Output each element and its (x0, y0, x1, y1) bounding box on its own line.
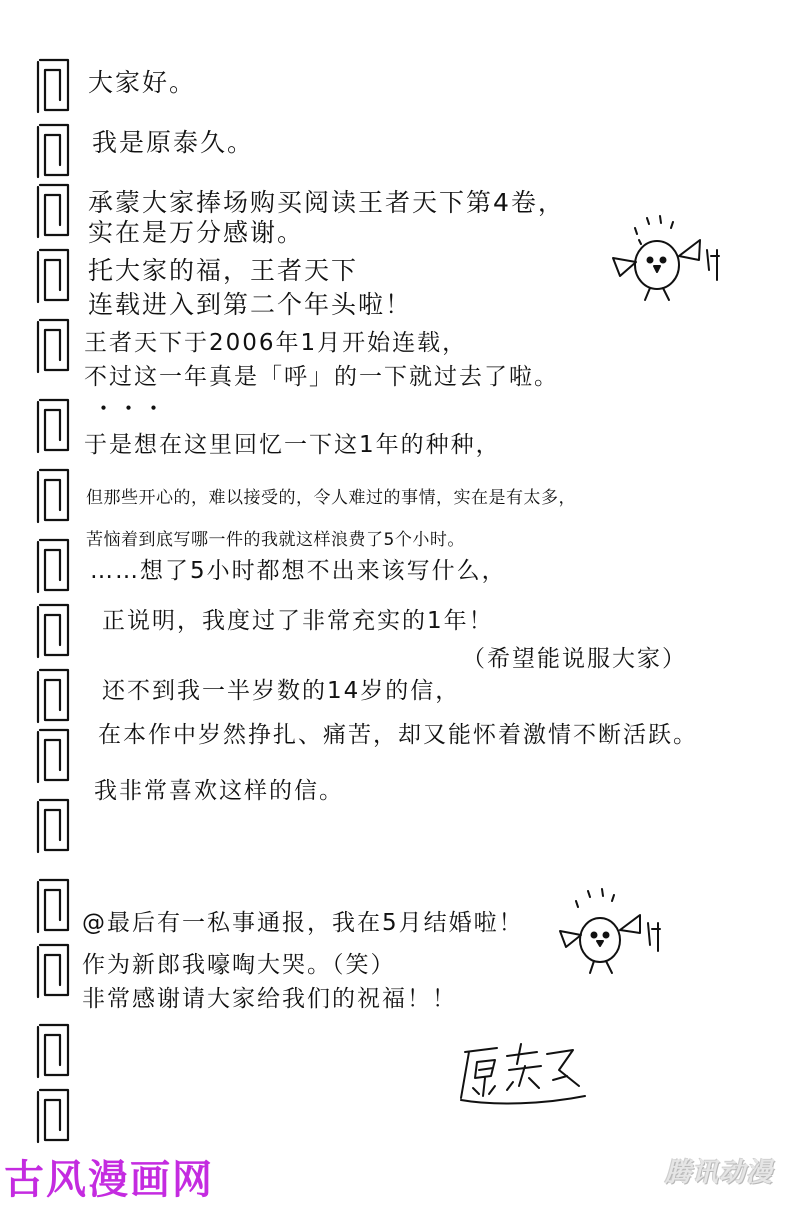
letter-line: 不过这一年真是「呼」的一下就过去了啦。 (84, 364, 559, 390)
margin-mark (38, 945, 68, 997)
letter-line: 作为新郎我嚎啕大哭。（笑） (82, 952, 396, 978)
letter-line: 我是原泰久。 (92, 128, 255, 157)
watermark-right: 腾讯动漫 (665, 1158, 774, 1188)
letter-line: 在本作中岁然挣扎、痛苦，却又能怀着激情不断活跃。 (98, 722, 698, 748)
margin-mark (38, 400, 68, 452)
margin-mark (38, 320, 68, 372)
margin-mark (38, 670, 68, 722)
margin-mark (38, 1025, 68, 1077)
margin-mark (38, 470, 68, 522)
letter-line: 我非常喜欢这样的信。 (94, 778, 344, 804)
letter-line: 大家好。 (88, 68, 197, 97)
letter-line: 于是想在这里回忆一下这1年的种种， (84, 432, 501, 458)
margin-mark (38, 60, 68, 112)
letter-line: 苦恼着到底写哪一件的我就这样浪费了5个小时。 (86, 530, 465, 550)
letter-line: （希望能说服大家） (462, 646, 687, 672)
margin-mark (38, 185, 68, 237)
letter-line: 王者天下于2006年1月开始连载， (84, 330, 468, 356)
letter-line: 但那些开心的，难以接受的，令人难过的事情，实在是有太多， (86, 488, 576, 508)
margin-mark (38, 250, 68, 302)
margin-mark (38, 880, 68, 932)
watermark-left: 古风漫画网 (4, 1157, 214, 1203)
letter-line: 连载进入到第二个年头啦！ (88, 290, 413, 319)
letter-line: ・・・ (92, 396, 167, 422)
letter-line: ……想了5小时都想不出来该写什么， (90, 558, 507, 584)
letter-line: 非常感谢请大家给我们的祝福！！ (82, 986, 457, 1012)
bird-doodle-icon (552, 885, 672, 980)
letter-line: 承蒙大家捧场购买阅读王者天下第4卷， (88, 188, 565, 217)
letter-line: 托大家的福，王者天下 (88, 256, 359, 285)
margin-mark (38, 540, 68, 592)
signature-image (455, 1030, 595, 1110)
margin-mark (38, 125, 68, 177)
margin-mark (38, 730, 68, 782)
letter-line: 实在是万分感谢。 (88, 218, 305, 247)
margin-mark (38, 800, 68, 852)
margin-mark (38, 605, 68, 657)
margin-marks (0, 0, 90, 1200)
letter-line: 正说明，我度过了非常充实的1年！ (102, 608, 494, 634)
letter-line: @最后有一私事通报，我在5月结婚啦！ (82, 910, 524, 936)
bird-doodle-icon (605, 210, 730, 305)
letter-line: 还不到我一半岁数的14岁的信， (102, 678, 461, 704)
margin-mark (38, 1090, 68, 1142)
